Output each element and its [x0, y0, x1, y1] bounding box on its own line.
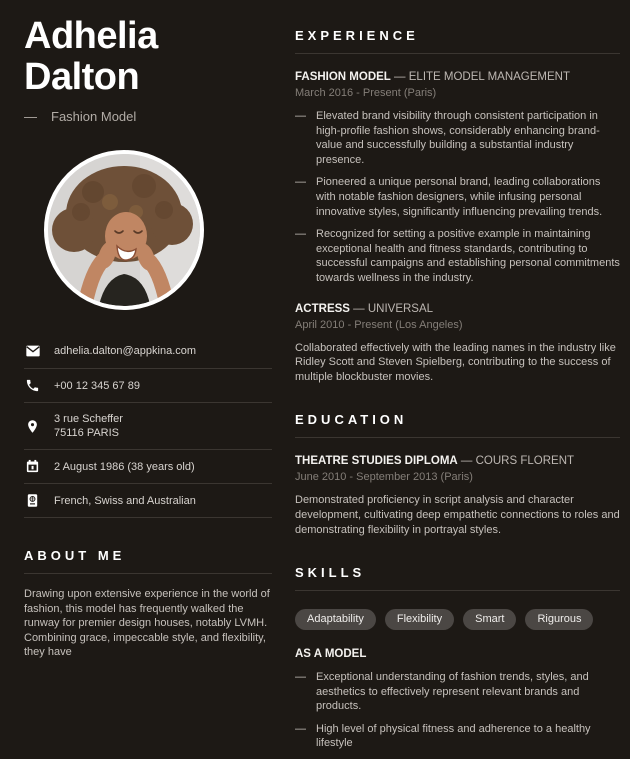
contact-phone-value: +00 12 345 67 89 — [54, 379, 140, 392]
about-text: Drawing upon extensive experience in the world of fashion, this model has frequently walked the runway for premier design houses, notably LVMH. Combining grace, impeccable style, and flexibility, they have — [24, 588, 270, 659]
job-title: Fashion Model — [51, 109, 137, 124]
contact-nationality-value: French, Swiss and Australian — [54, 494, 196, 507]
job-title-row — [24, 109, 272, 124]
contact-address — [24, 403, 272, 449]
experience-heading: EXPERIENCE — [295, 28, 419, 43]
contact-birthday — [24, 450, 272, 483]
location-icon — [24, 419, 41, 434]
about-section — [24, 548, 272, 660]
email-icon — [24, 343, 41, 359]
name-line-2: Dalton — [24, 56, 140, 98]
education-entry — [295, 455, 620, 537]
bullet-dash: — — [295, 228, 306, 241]
job-bullet — [295, 109, 620, 167]
job-separator: — — [353, 302, 365, 315]
job-actress — [295, 303, 620, 385]
skills-bullets — [295, 670, 620, 751]
job-title-line — [295, 303, 620, 315]
bullet-dash: — — [295, 110, 306, 122]
contact-phone — [24, 369, 272, 402]
about-rule — [24, 573, 272, 574]
job-paragraph: Collaborated effectively with the leading names in the industry like Ridley Scott and Steven Spielberg, contributing to the success of multiple blockbuster movies. — [295, 341, 616, 383]
sidebar — [24, 0, 272, 660]
bullet-dash: — — [295, 722, 306, 735]
skill-bullet — [295, 670, 620, 714]
skill-tag: Flexibility — [385, 609, 454, 630]
education-school: COURS FLORENT — [475, 455, 575, 468]
skill-tag: Adaptability — [295, 609, 376, 630]
contact-address-line2: 75116 PARIS — [54, 427, 120, 439]
skills-rule — [295, 590, 620, 591]
title-dash: — — [24, 109, 37, 124]
main-column — [295, 0, 620, 759]
passport-icon — [24, 493, 41, 508]
education-title-line — [295, 455, 620, 467]
education-separator: — — [460, 455, 473, 468]
experience-section — [295, 28, 620, 384]
job-fashion-model — [295, 71, 620, 286]
job-title-line — [295, 71, 620, 83]
skill-tags — [295, 609, 620, 630]
bullet-text: High level of physical fitness and adherence to a healthy lifestyle — [316, 722, 591, 750]
bullet-dash: — — [295, 671, 306, 684]
skill-tag: Rigurous — [525, 609, 593, 630]
profile-photo — [44, 150, 204, 310]
job-bullet — [295, 175, 620, 219]
job-date: April 2010 - Present (Los Angeles) — [295, 318, 463, 331]
contact-birthday-value: 2 August 1986 (38 years old) — [54, 460, 195, 473]
experience-rule — [295, 53, 620, 54]
bullet-text: Exceptional understanding of fashion trends, styles, and aesthetics to effectively represent relevant brands and products. — [316, 671, 589, 713]
person-name — [24, 16, 272, 98]
skill-bullet — [295, 722, 620, 751]
education-section — [295, 412, 620, 537]
profile-photo-illustration — [48, 154, 200, 306]
contact-list — [24, 334, 272, 518]
skills-subheading: AS A MODEL — [295, 648, 367, 661]
skills-heading: SKILLS — [295, 565, 366, 581]
contact-email-value: adhelia.dalton@appkina.com — [54, 345, 197, 357]
bullet-dash: — — [295, 176, 306, 189]
job-company: ELITE MODEL MANAGEMENT — [408, 71, 570, 83]
education-degree: THEATRE STUDIES DIPLOMA — [295, 455, 458, 468]
bullet-text: Elevated brand visibility through consistent participation in high-profile fashion shows, considerably enhancing brand-value and successfully building a substantial industry presence. — [316, 110, 600, 166]
phone-icon — [24, 378, 41, 393]
name-line-1: Adhelia — [24, 15, 158, 57]
contact-nationality — [24, 484, 272, 517]
job-role: FASHION MODEL — [295, 71, 391, 83]
job-role: ACTRESS — [295, 302, 350, 315]
bullet-text: Recognized for setting a positive example in maintaining exceptional health and fitness standards, contributing to successful campaigns and establishing personal commitments towards wellness in the industry. — [316, 228, 620, 284]
job-bullet — [295, 227, 620, 285]
about-heading: ABOUT ME — [24, 548, 126, 563]
job-date: March 2016 - Present (Paris) — [295, 87, 437, 99]
contact-email — [24, 334, 272, 368]
job-company: UNIVERSAL — [367, 302, 434, 315]
education-date: June 2010 - September 2013 (Paris) — [295, 471, 473, 484]
calendar-icon — [24, 459, 41, 474]
education-rule — [295, 437, 620, 438]
contact-address-line1: 3 rue Scheffer — [54, 413, 123, 425]
skills-section — [295, 565, 620, 751]
job-separator: — — [394, 71, 406, 83]
contact-divider — [24, 517, 272, 518]
education-heading: EDUCATION — [295, 412, 408, 428]
bullet-text: Pioneered a unique personal brand, leading collaborations with notable fashion designers, while infusing personal innovative styles, significantly influencing prevailing trends. — [316, 176, 603, 218]
job-bullets — [295, 109, 620, 286]
education-paragraph: Demonstrated proficiency in script analysis and character development, cultivating deep empathetic connections to roles and demonstrating flexibility in portrayal styles. — [295, 494, 620, 536]
skill-tag: Smart — [463, 609, 516, 630]
